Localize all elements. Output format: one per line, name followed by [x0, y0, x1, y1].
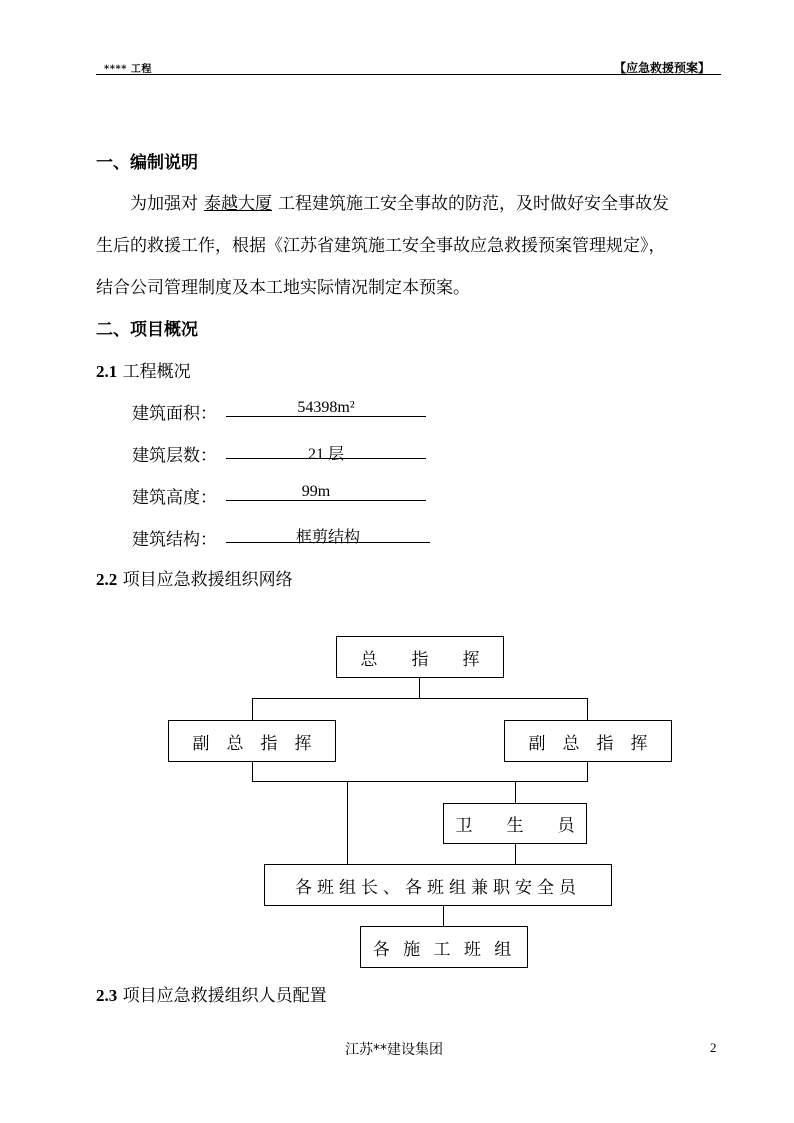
- header-divider: [96, 74, 721, 75]
- org-connector: [419, 678, 420, 698]
- org-box-team-leaders: 各班组长、各班组兼职安全员: [264, 864, 612, 906]
- subsection-2-1: [96, 357, 191, 382]
- field-label-floors: 建筑层数：: [132, 446, 217, 466]
- subsection-2-1-title: 工程概况: [122, 362, 191, 382]
- project-name: 泰越大厦: [204, 194, 272, 214]
- field-label-height: 建筑高度：: [132, 488, 217, 508]
- field-value-height: 99m: [301, 483, 331, 500]
- field-label-structure: 建筑结构：: [132, 530, 217, 550]
- section1-paragraph-line3: 结合公司管理制度及本工地实际情况制定本预案。: [96, 278, 470, 298]
- header-document-title: 【应急救援预案】: [614, 61, 711, 75]
- subsection-2-2-number: 2.2: [96, 570, 118, 589]
- subsection-2-2: [96, 565, 293, 590]
- org-box-medic: 卫 生 员: [443, 803, 587, 844]
- field-underline-area: [226, 416, 426, 417]
- section1-paragraph-line1: [130, 189, 669, 214]
- subsection-2-1-number: 2.1: [96, 362, 118, 381]
- subsection-2-3-number: 2.3: [96, 986, 118, 1005]
- field-underline-floors: [226, 458, 426, 459]
- field-underline-structure: [226, 542, 430, 543]
- org-box-deputy-left: 副 总 指 挥: [168, 720, 336, 762]
- org-connector: [252, 698, 253, 720]
- org-connector: [443, 906, 444, 926]
- para-line1-rest: 工程建筑施工安全事故的防范，及时做好安全事故发: [278, 194, 669, 214]
- org-connector: [252, 781, 588, 782]
- field-value-structure: 框剪结构: [295, 527, 360, 546]
- header-project-label: **** 工程: [104, 64, 152, 75]
- subsection-2-3-title: 项目应急救援组织人员配置: [122, 986, 327, 1006]
- footer-company: 江苏**建设集团: [345, 1042, 443, 1058]
- org-connector: [515, 781, 516, 803]
- field-value-floors: 21 层: [307, 446, 344, 463]
- org-connector: [587, 762, 588, 782]
- field-label-area: 建筑面积：: [132, 404, 217, 424]
- page-number: 2: [710, 1040, 717, 1055]
- org-connector: [252, 698, 588, 699]
- org-box-deputy-right: 副 总 指 挥: [504, 720, 672, 762]
- org-box-commander: 总 指 挥: [336, 636, 504, 678]
- para-prefix: 为加强对: [130, 194, 198, 214]
- section2-heading: 二、项目概况: [96, 320, 198, 340]
- org-connector: [515, 844, 516, 864]
- field-value-area: 54398m²: [297, 399, 355, 416]
- org-connector: [347, 781, 348, 864]
- org-box-work-teams: 各 施 工 班 组: [360, 926, 528, 968]
- subsection-2-3: [96, 981, 327, 1006]
- field-underline-height: [226, 500, 426, 501]
- subsection-2-2-title: 项目应急救援组织网络: [122, 570, 293, 590]
- org-connector: [587, 698, 588, 720]
- section1-paragraph-line2: 生后的救援工作，根据《江苏省建筑施工安全事故应急救援预案管理规定》，: [96, 236, 666, 256]
- org-connector: [252, 762, 253, 782]
- section1-heading: 一、编制说明: [96, 153, 198, 173]
